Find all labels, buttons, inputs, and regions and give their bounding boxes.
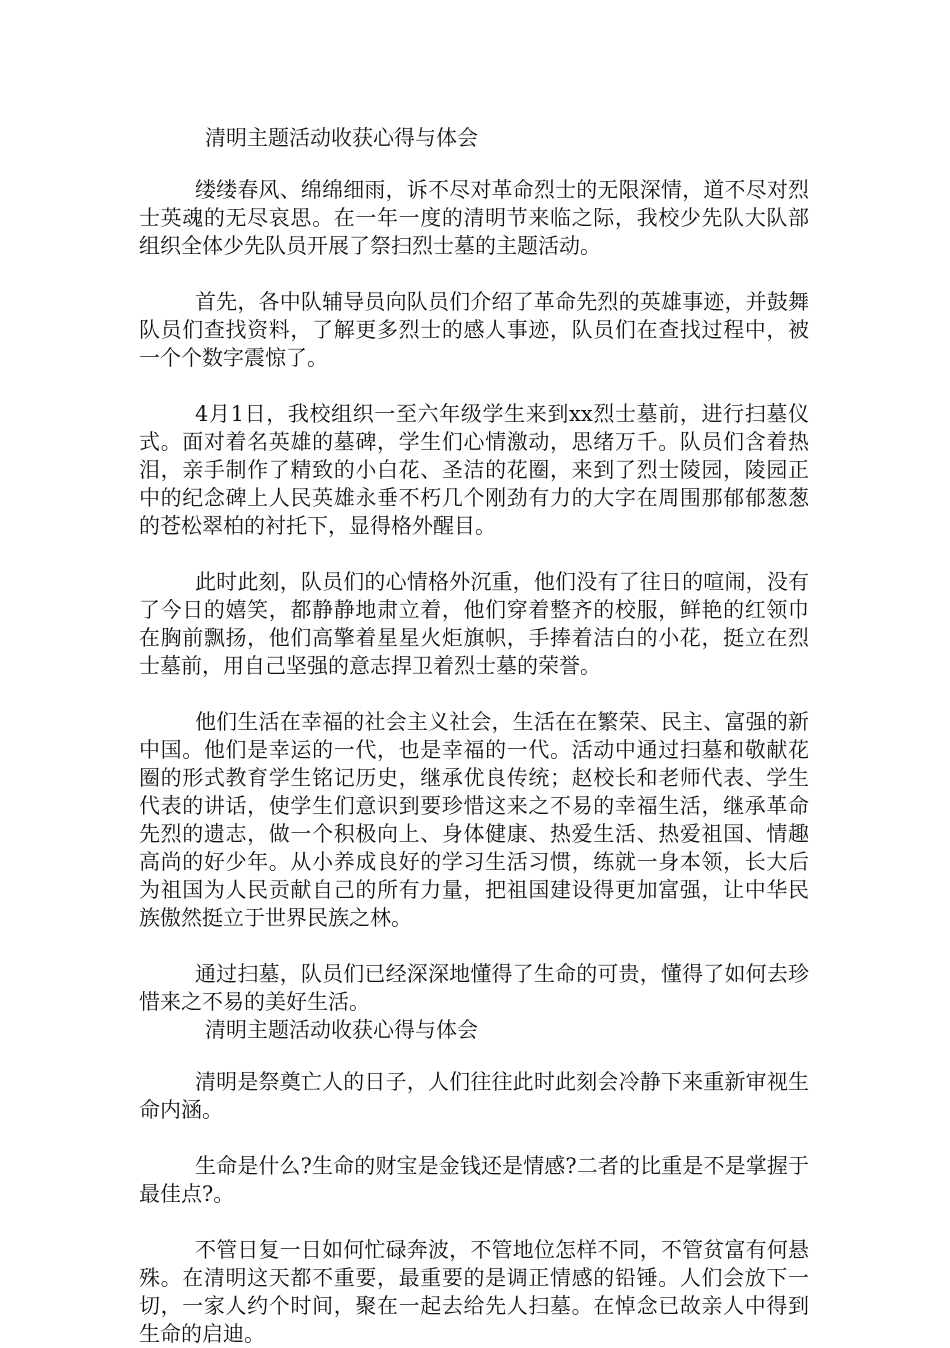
section1-paragraph-2: 首先，各中队辅导员向队员们介绍了革命先烈的英雄事迹，并鼓舞队员们查找资料，了解更多烈士的感人事迹，队员们在查找过程中，被一个个数字震惊了。 bbox=[139, 290, 809, 370]
section1-title: 清明主题活动收获心得与体会 bbox=[205, 126, 478, 150]
spacer bbox=[139, 540, 809, 568]
section1-paragraph-4: 此时此刻，队员们的心情格外沉重，他们没有了往日的喧闹，没有了今日的嬉笑，都静静地肃立着，他们穿着整齐的校服，鲜艳的红领巾在胸前飘扬，他们高擎着星星火炬旗帜，手捧着洁白的小花，挺立在烈士墓前，用自己坚强的意志捍卫着烈士墓的荣誉。 bbox=[139, 570, 809, 678]
section2-title: 清明主题活动收获心得与体会 bbox=[205, 1018, 478, 1042]
spacer bbox=[139, 932, 809, 960]
spacer bbox=[139, 372, 809, 400]
spacer bbox=[139, 1124, 809, 1152]
section1-paragraph-5: 他们生活在幸福的社会主义社会，生活在在繁荣、民主、富强的新中国。他们是幸运的一代，也是幸福的一代。活动中通过扫墓和敬献花圈的形式教育学生铭记历史，继承优良传统；赵校长和老师代表、学生代表的讲话，使学生们意识到要珍惜这来之不易的幸福生活，继承革命先烈的遗志，做一个积极向上、身体健康、热爱生活、热爱祖国、情趣高尚的好少年。从小养成良好的学习生活习惯，练就一身本领，长大后为祖国为人民贡献自己的所有力量，把祖国建设得更加富强，让中华民族傲然挺立于世界民族之林。 bbox=[139, 710, 809, 930]
spacer bbox=[139, 680, 809, 708]
spacer bbox=[139, 152, 809, 176]
section1-paragraph-1: 缕缕春风、绵绵细雨，诉不尽对革命烈士的无限深情，道不尽对烈士英魂的无尽哀思。在一年一度的清明节来临之际，我校少先队大队部组织全体少先队员开展了祭扫烈士墓的主题活动。 bbox=[139, 178, 809, 258]
section2-paragraph-1: 清明是祭奠亡人的日子，人们往往此时此刻会冷静下来重新审视生命内涵。 bbox=[139, 1070, 809, 1122]
spacer bbox=[139, 1208, 809, 1236]
spacer bbox=[139, 1044, 809, 1068]
document-body bbox=[139, 124, 809, 1348]
section2-paragraph-2: 生命是什么?生命的财宝是金钱还是情感?二者的比重是不是掌握于最佳点?。 bbox=[139, 1154, 809, 1206]
spacer bbox=[139, 260, 809, 288]
section1-paragraph-3: 4月1日，我校组织一至六年级学生来到xx烈士墓前，进行扫墓仪式。面对着名英雄的墓碑，学生们心情激动，思绪万千。队员们含着热泪，亲手制作了精致的小白花、圣洁的花圈，来到了烈士陵园，陵园正中的纪念碑上人民英雄永垂不朽几个刚劲有力的大字在周围那郁郁葱葱的苍松翠柏的衬托下，显得格外醒目。 bbox=[139, 402, 809, 538]
section1-paragraph-6: 通过扫墓，队员们已经深深地懂得了生命的可贵，懂得了如何去珍惜来之不易的美好生活。 bbox=[139, 962, 809, 1014]
section2-paragraph-3: 不管日复一日如何忙碌奔波，不管地位怎样不同，不管贫富有何悬殊。在清明这天都不重要，最重要的是调正情感的铅锤。人们会放下一切，一家人约个时间，聚在一起去给先人扫墓。在悼念已故亲人中得到生命的启迪。 bbox=[139, 1238, 809, 1346]
